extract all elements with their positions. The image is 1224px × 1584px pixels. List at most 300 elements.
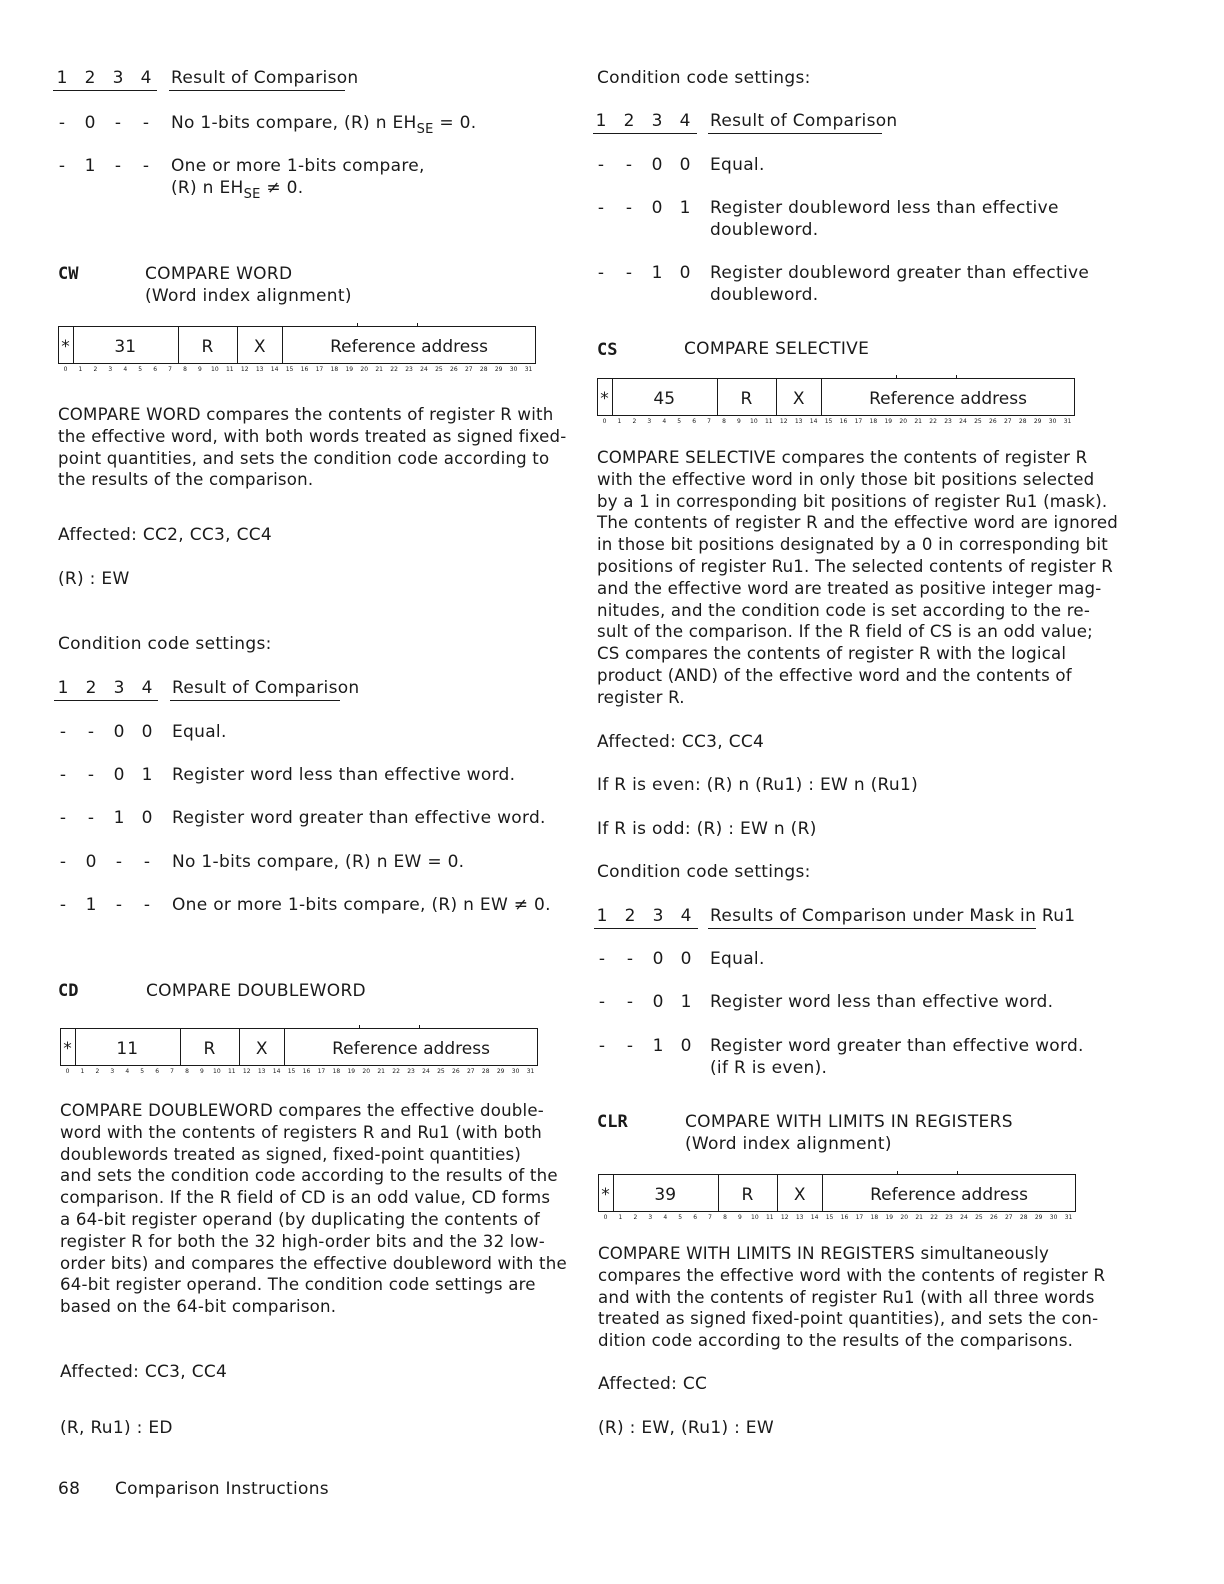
- bit-number: 26: [989, 418, 997, 425]
- bit-number: 24: [959, 418, 967, 425]
- field-divider: [776, 378, 777, 416]
- bit-number: 5: [138, 366, 143, 373]
- cc-settings-label: Condition code settings:: [597, 862, 811, 882]
- bit-number: 10: [750, 418, 758, 425]
- cc-bit: -: [58, 156, 66, 176]
- bit-number: 24: [960, 1214, 968, 1221]
- byte-tick: [897, 1171, 898, 1175]
- bit-number: 17: [315, 366, 324, 373]
- page-number: 68: [58, 1479, 81, 1499]
- bit-number: 22: [390, 366, 398, 373]
- even-expression: If R is even: (R) n (Ru1) : EW n (Ru1): [597, 775, 919, 795]
- cc-bit: 1: [680, 992, 692, 1012]
- bit-number: 20: [360, 366, 369, 373]
- cc-bit: 0: [141, 808, 153, 828]
- indirect-star: *: [61, 337, 70, 357]
- bit-number: 20: [899, 418, 908, 425]
- col-header-4: 4: [140, 68, 152, 88]
- bit-number: 7: [707, 418, 711, 425]
- bit-number: 29: [496, 1068, 505, 1075]
- comparison-expression: (R, Ru1) : ED: [60, 1418, 173, 1438]
- affected-flags: Affected: CC3, CC4: [597, 732, 765, 752]
- odd-expression: If R is odd: (R) : EW n (R): [597, 819, 817, 839]
- bit-number: 6: [692, 418, 697, 425]
- bit-number: 2: [633, 1214, 638, 1221]
- row-text: Register word less than effective word.: [710, 992, 1054, 1012]
- cc-bit: 1: [652, 1036, 664, 1056]
- bit-number: 17: [317, 1068, 326, 1075]
- header-underline: [593, 133, 697, 134]
- bit-number: 23: [405, 366, 413, 373]
- byte-tick: [896, 375, 897, 379]
- cc-bit: -: [626, 949, 634, 969]
- result-header: Result of Comparison: [710, 111, 898, 131]
- bit-numbers: [58, 366, 536, 375]
- row-text: Equal.: [710, 155, 765, 175]
- bit-number: 22: [392, 1068, 400, 1075]
- field-divider: [822, 1174, 823, 1212]
- cc-bit: -: [597, 198, 605, 218]
- bit-number: 0: [603, 1214, 608, 1221]
- bit-number: 31: [1063, 418, 1072, 425]
- col-header-3: 3: [112, 68, 124, 88]
- bit-number: 22: [929, 418, 937, 425]
- comparison-expression: (R) : EW: [58, 569, 130, 589]
- bit-number: 6: [155, 1068, 160, 1075]
- row-text: No 1-bits compare, (R) n EW = 0.: [172, 852, 465, 872]
- col-header-4: 4: [679, 111, 691, 131]
- row-text: Equal.: [710, 949, 765, 969]
- row-text: Register doubleword greater than effective: [710, 263, 1090, 283]
- row-text-line2: (if R is even).: [710, 1058, 828, 1078]
- bit-number: 4: [662, 418, 667, 425]
- bit-number: 30: [511, 1068, 520, 1075]
- cc-bit: -: [597, 263, 605, 283]
- field-divider: [239, 1028, 240, 1066]
- cc-bit: 0: [679, 155, 691, 175]
- bit-number: 30: [509, 366, 518, 373]
- bit-number: 30: [1049, 1214, 1058, 1221]
- bit-number: 28: [1019, 1214, 1028, 1221]
- r-field: R: [740, 389, 753, 409]
- cc-bit: 0: [141, 722, 153, 742]
- bit-numbers: [598, 1214, 1076, 1223]
- cw-description: COMPARE WORD compares the contents of register R with the effective word, with both words treated as signed fixed- point quantities, and sets the condition code according to the results of the comparison.: [58, 405, 567, 490]
- instruction-title: COMPARE DOUBLEWORD: [146, 981, 366, 1001]
- bit-number: 4: [123, 366, 128, 373]
- bit-number: 25: [975, 1214, 983, 1221]
- affected-flags: Affected: CC2, CC3, CC4: [58, 525, 273, 545]
- bit-number: 4: [125, 1068, 130, 1075]
- byte-tick: [417, 323, 418, 327]
- bit-number: 26: [450, 366, 458, 373]
- cc-bit: -: [59, 852, 67, 872]
- col-header-3: 3: [651, 111, 663, 131]
- cc-bit: -: [597, 155, 605, 175]
- cc-bit: -: [625, 263, 633, 283]
- bit-number: 7: [170, 1068, 174, 1075]
- cc-bit: -: [59, 765, 67, 785]
- field-divider: [73, 326, 74, 364]
- field-divider: [613, 1174, 614, 1212]
- mnemonic-clr: CLR: [597, 1112, 628, 1132]
- bit-number: 7: [708, 1214, 712, 1221]
- bit-number: 19: [345, 366, 354, 373]
- indirect-star: *: [600, 389, 609, 409]
- field-divider: [717, 378, 718, 416]
- bit-number: 25: [437, 1068, 445, 1075]
- col-header-1: 1: [57, 678, 69, 698]
- bit-number: 21: [375, 366, 383, 373]
- opcode-field: 45: [653, 389, 676, 409]
- field-divider: [180, 1028, 181, 1066]
- indirect-star: *: [601, 1185, 610, 1205]
- bit-number: 2: [632, 418, 637, 425]
- header-underline: [170, 700, 340, 701]
- cc-bit: 0: [652, 992, 664, 1012]
- byte-tick: [359, 1025, 360, 1029]
- bit-number: 25: [974, 418, 982, 425]
- cc-bit: -: [142, 156, 150, 176]
- cc-bit: 0: [113, 722, 125, 742]
- bit-number: 10: [751, 1214, 759, 1221]
- bit-number: 3: [648, 1214, 653, 1221]
- bit-number: 24: [422, 1068, 430, 1075]
- bit-number: 1: [78, 366, 83, 373]
- bit-number: 5: [677, 418, 682, 425]
- instruction-title: COMPARE SELECTIVE: [684, 339, 870, 359]
- cc-bit: -: [143, 895, 151, 915]
- r-field: R: [201, 337, 214, 357]
- bit-number: 0: [63, 366, 68, 373]
- bit-number: 27: [1003, 418, 1012, 425]
- opcode-field: 31: [114, 337, 137, 357]
- row-text-line2: doubleword.: [710, 285, 819, 305]
- bit-number: 21: [915, 1214, 923, 1221]
- x-field: X: [253, 337, 266, 357]
- bit-number: 12: [780, 1214, 789, 1221]
- cc-bit: -: [598, 992, 606, 1012]
- comparison-expression: (R) : EW, (Ru1) : EW: [598, 1418, 774, 1438]
- bit-number: 23: [407, 1068, 415, 1075]
- cc-bit: 0: [85, 852, 97, 872]
- bit-number: 31: [1064, 1214, 1073, 1221]
- result-header: Result of Comparison: [171, 68, 359, 88]
- col-header-3: 3: [113, 678, 125, 698]
- bit-number: 22: [930, 1214, 938, 1221]
- bit-number: 7: [168, 366, 172, 373]
- instruction-subtitle: (Word index alignment): [685, 1134, 892, 1154]
- bit-number: 11: [225, 366, 234, 373]
- bit-number: 18: [330, 366, 339, 373]
- r-field: R: [203, 1039, 216, 1059]
- bit-number: 28: [479, 366, 488, 373]
- bit-number: 18: [869, 418, 878, 425]
- row-text: One or more 1-bits compare, (R) n EW ≠ 0.: [172, 895, 551, 915]
- cc-bit: -: [626, 992, 634, 1012]
- bit-number: 27: [466, 1068, 475, 1075]
- cc-bit: -: [142, 113, 150, 133]
- bit-number: 3: [647, 418, 652, 425]
- cc-bit: -: [114, 113, 122, 133]
- bit-number: 2: [95, 1068, 100, 1075]
- bit-number: 31: [524, 366, 533, 373]
- header-underline: [594, 928, 698, 929]
- cc-bit: -: [114, 156, 122, 176]
- col-header-3: 3: [652, 906, 664, 926]
- clr-description: COMPARE WITH LIMITS IN REGISTERS simultaneously compares the effective word with the contents of register R and with the contents of register Ru1 (with all three words treated as signed fixed-point quantities), and sets the con- dition code according to the results of the comparisons.: [598, 1244, 1106, 1351]
- cc-settings-label: Condition code settings:: [597, 68, 811, 88]
- col-header-2: 2: [624, 906, 636, 926]
- opcode-field: 11: [116, 1039, 139, 1059]
- bit-number: 20: [900, 1214, 909, 1221]
- bit-number: 30: [1048, 418, 1057, 425]
- field-divider: [284, 1028, 285, 1066]
- bit-number: 5: [140, 1068, 145, 1075]
- bit-number: 11: [227, 1068, 236, 1075]
- bit-number: 1: [80, 1068, 85, 1075]
- bit-number: 19: [884, 418, 893, 425]
- bit-number: 23: [944, 418, 952, 425]
- bit-number: 4: [663, 1214, 668, 1221]
- bit-number: 27: [1004, 1214, 1013, 1221]
- bit-number: 17: [855, 1214, 864, 1221]
- cc-bit: -: [87, 808, 95, 828]
- bit-number: 8: [185, 1068, 189, 1075]
- row-text: No 1-bits compare, (R) n $EH_{SE} = 0$.: [171, 113, 477, 137]
- cc-bit: 0: [651, 155, 663, 175]
- bit-number: 3: [110, 1068, 115, 1075]
- bit-number: 0: [602, 418, 607, 425]
- bit-numbers: [597, 418, 1075, 427]
- bit-number: 14: [809, 418, 818, 425]
- bit-number: 14: [272, 1068, 281, 1075]
- row-text: Register doubleword less than effective: [710, 198, 1059, 218]
- cs-description: COMPARE SELECTIVE compares the contents of register R with the effective word in only those bit positions selected by a 1 in corresponding bit positions of register Ru1 (mask). The contents of register R and the effective word are ignored in those bit positions designated by a 0 in corresponding bit positions of register Ru1. The selected contents of register R and the effective word are treated as positive integer mag- nitudes, and the condition code is set according to the re- sult of the comparison. If the R field of CS is an odd value; CS compares the contents of register R with the logical product (AND) of the effective word and the contents of register R.: [597, 448, 1118, 707]
- field-divider: [237, 326, 238, 364]
- col-header-1: 1: [595, 111, 607, 131]
- bit-number: 15: [287, 1068, 296, 1075]
- cc-bit: 1: [141, 765, 153, 785]
- bit-number: 12: [779, 418, 788, 425]
- instruction-format: [58, 326, 536, 373]
- bit-number: 29: [1034, 1214, 1043, 1221]
- row-text: Register word greater than effective word.: [172, 808, 546, 828]
- mnemonic-cd: CD: [58, 981, 79, 1001]
- row-text: Register word less than effective word.: [172, 765, 516, 785]
- section-title: Comparison Instructions: [115, 1479, 329, 1499]
- header-underline: [54, 700, 158, 701]
- instruction-format: [597, 378, 1075, 425]
- cd-description: COMPARE DOUBLEWORD compares the effective double- word with the contents of registers R and Ru1 (with both doublewords treated as signed, fixed-point quantities) and sets the condition code according to the results of the comparison. If the R field of CD is an odd value, CD forms a 64-bit register operand (by duplicating the contents of register R for both the 32 high-order bits and the 32 low- order bits) and compares the effective doubleword with the 64-bit register operand. The condition code settings are based on the 64-bit comparison.: [60, 1101, 567, 1317]
- result-header: Results of Comparison under Mask in Ru1: [710, 906, 1076, 926]
- bit-number: 10: [211, 366, 219, 373]
- instruction-title: COMPARE WITH LIMITS IN REGISTERS: [685, 1112, 1013, 1132]
- cc-bit: 0: [680, 949, 692, 969]
- bit-number: 15: [824, 418, 833, 425]
- bit-number: 19: [885, 1214, 894, 1221]
- mnemonic-cs: CS: [597, 340, 618, 360]
- row-text-line2: (R) n $EH_{SE} \ne 0$.: [171, 178, 304, 202]
- instruction-format: [60, 1028, 538, 1075]
- col-header-1: 1: [596, 906, 608, 926]
- header-underline: [708, 928, 1036, 929]
- bit-number: 8: [183, 366, 187, 373]
- col-header-4: 4: [141, 678, 153, 698]
- cc-bit: -: [625, 155, 633, 175]
- bit-number: 28: [481, 1068, 490, 1075]
- row-text: Equal.: [172, 722, 227, 742]
- bit-number: 13: [795, 1214, 804, 1221]
- bit-number: 16: [839, 418, 848, 425]
- affected-flags: Affected: CC3, CC4: [60, 1362, 228, 1382]
- field-divider: [777, 1174, 778, 1212]
- bit-numbers: [60, 1068, 538, 1077]
- bit-number: 26: [452, 1068, 460, 1075]
- bit-number: 6: [693, 1214, 698, 1221]
- bit-number: 29: [494, 366, 503, 373]
- row-text: Register word greater than effective word.: [710, 1036, 1084, 1056]
- bit-number: 13: [255, 366, 264, 373]
- bit-number: 15: [825, 1214, 834, 1221]
- bit-number: 16: [840, 1214, 849, 1221]
- field-divider: [821, 378, 822, 416]
- instruction-subtitle: (Word index alignment): [145, 286, 352, 306]
- bit-number: 11: [764, 418, 773, 425]
- reference-address-field: Reference address: [870, 1185, 1028, 1205]
- cc-bit: -: [143, 852, 151, 872]
- cc-bit: 0: [679, 263, 691, 283]
- bit-number: 18: [870, 1214, 879, 1221]
- bit-number: 9: [200, 1068, 204, 1075]
- reference-address-field: Reference address: [869, 389, 1027, 409]
- cc-bit: -: [598, 949, 606, 969]
- reference-address-field: Reference address: [332, 1039, 490, 1059]
- bit-number: 24: [420, 366, 428, 373]
- row-text-line2: doubleword.: [710, 220, 819, 240]
- byte-tick: [957, 1171, 958, 1175]
- r-field: R: [741, 1185, 754, 1205]
- bit-number: 19: [347, 1068, 356, 1075]
- cc-bit: 1: [651, 263, 663, 283]
- cc-bit: 0: [680, 1036, 692, 1056]
- cc-bit: 0: [652, 949, 664, 969]
- byte-tick: [357, 323, 358, 327]
- bit-number: 13: [794, 418, 803, 425]
- cc-bit: -: [87, 722, 95, 742]
- row-text: One or more 1-bits compare,: [171, 156, 425, 176]
- bit-number: 1: [617, 418, 622, 425]
- byte-tick: [956, 375, 957, 379]
- col-header-1: 1: [56, 68, 68, 88]
- result-header: Result of Comparison: [172, 678, 360, 698]
- bit-number: 27: [464, 366, 473, 373]
- cc-bit: 0: [84, 113, 96, 133]
- cc-settings-label: Condition code settings:: [58, 634, 272, 654]
- cc-bit: -: [87, 765, 95, 785]
- bit-number: 17: [854, 418, 863, 425]
- bit-number: 12: [242, 1068, 251, 1075]
- bit-number: 31: [526, 1068, 535, 1075]
- cc-bit: -: [58, 113, 66, 133]
- affected-flags: Affected: CC: [598, 1374, 708, 1394]
- bit-number: 12: [240, 366, 249, 373]
- col-header-2: 2: [85, 678, 97, 698]
- col-header-2: 2: [623, 111, 635, 131]
- bit-number: 10: [213, 1068, 221, 1075]
- cc-bit: -: [59, 895, 67, 915]
- field-divider: [75, 1028, 76, 1066]
- bit-number: 9: [198, 366, 202, 373]
- bit-number: 11: [765, 1214, 774, 1221]
- bit-number: 21: [914, 418, 922, 425]
- x-field: X: [255, 1039, 268, 1059]
- bit-number: 2: [93, 366, 98, 373]
- bit-number: 16: [300, 366, 309, 373]
- cc-bit: 1: [85, 895, 97, 915]
- col-header-2: 2: [84, 68, 96, 88]
- header-underline: [169, 90, 345, 91]
- bit-number: 14: [810, 1214, 819, 1221]
- bit-number: 23: [945, 1214, 953, 1221]
- bit-number: 20: [362, 1068, 371, 1075]
- cc-bit: -: [59, 722, 67, 742]
- bit-number: 5: [678, 1214, 683, 1221]
- byte-tick: [419, 1025, 420, 1029]
- cc-bit: -: [626, 1036, 634, 1056]
- cc-bit: -: [115, 895, 123, 915]
- bit-number: 13: [257, 1068, 266, 1075]
- x-field: X: [793, 1185, 806, 1205]
- cc-bit: -: [625, 198, 633, 218]
- bit-number: 9: [738, 1214, 742, 1221]
- indirect-star: *: [63, 1039, 72, 1059]
- bit-number: 14: [270, 366, 279, 373]
- cc-bit: 1: [84, 156, 96, 176]
- x-field: X: [792, 389, 805, 409]
- reference-address-field: Reference address: [330, 337, 488, 357]
- instruction-title: COMPARE WORD: [145, 264, 293, 284]
- bit-number: 16: [302, 1068, 311, 1075]
- field-divider: [178, 326, 179, 364]
- bit-number: 8: [722, 418, 726, 425]
- cc-bit: 0: [651, 198, 663, 218]
- col-header-4: 4: [680, 906, 692, 926]
- bit-number: 28: [1018, 418, 1027, 425]
- cc-bit: 1: [113, 808, 125, 828]
- bit-number: 6: [153, 366, 158, 373]
- cc-bit: -: [115, 852, 123, 872]
- bit-number: 15: [285, 366, 294, 373]
- bit-number: 21: [377, 1068, 385, 1075]
- bit-number: 1: [618, 1214, 623, 1221]
- bit-number: 29: [1033, 418, 1042, 425]
- cc-bit: 1: [679, 198, 691, 218]
- bit-number: 3: [108, 366, 113, 373]
- cc-bit: -: [598, 1036, 606, 1056]
- bit-number: 26: [990, 1214, 998, 1221]
- opcode-field: 39: [654, 1185, 677, 1205]
- bit-number: 9: [737, 418, 741, 425]
- bit-number: 8: [723, 1214, 727, 1221]
- field-divider: [612, 378, 613, 416]
- bit-number: 0: [65, 1068, 70, 1075]
- cc-bit: -: [59, 808, 67, 828]
- header-underline: [53, 90, 157, 91]
- mnemonic-cw: CW: [58, 264, 79, 284]
- bit-number: 18: [332, 1068, 341, 1075]
- instruction-format: [598, 1174, 1076, 1221]
